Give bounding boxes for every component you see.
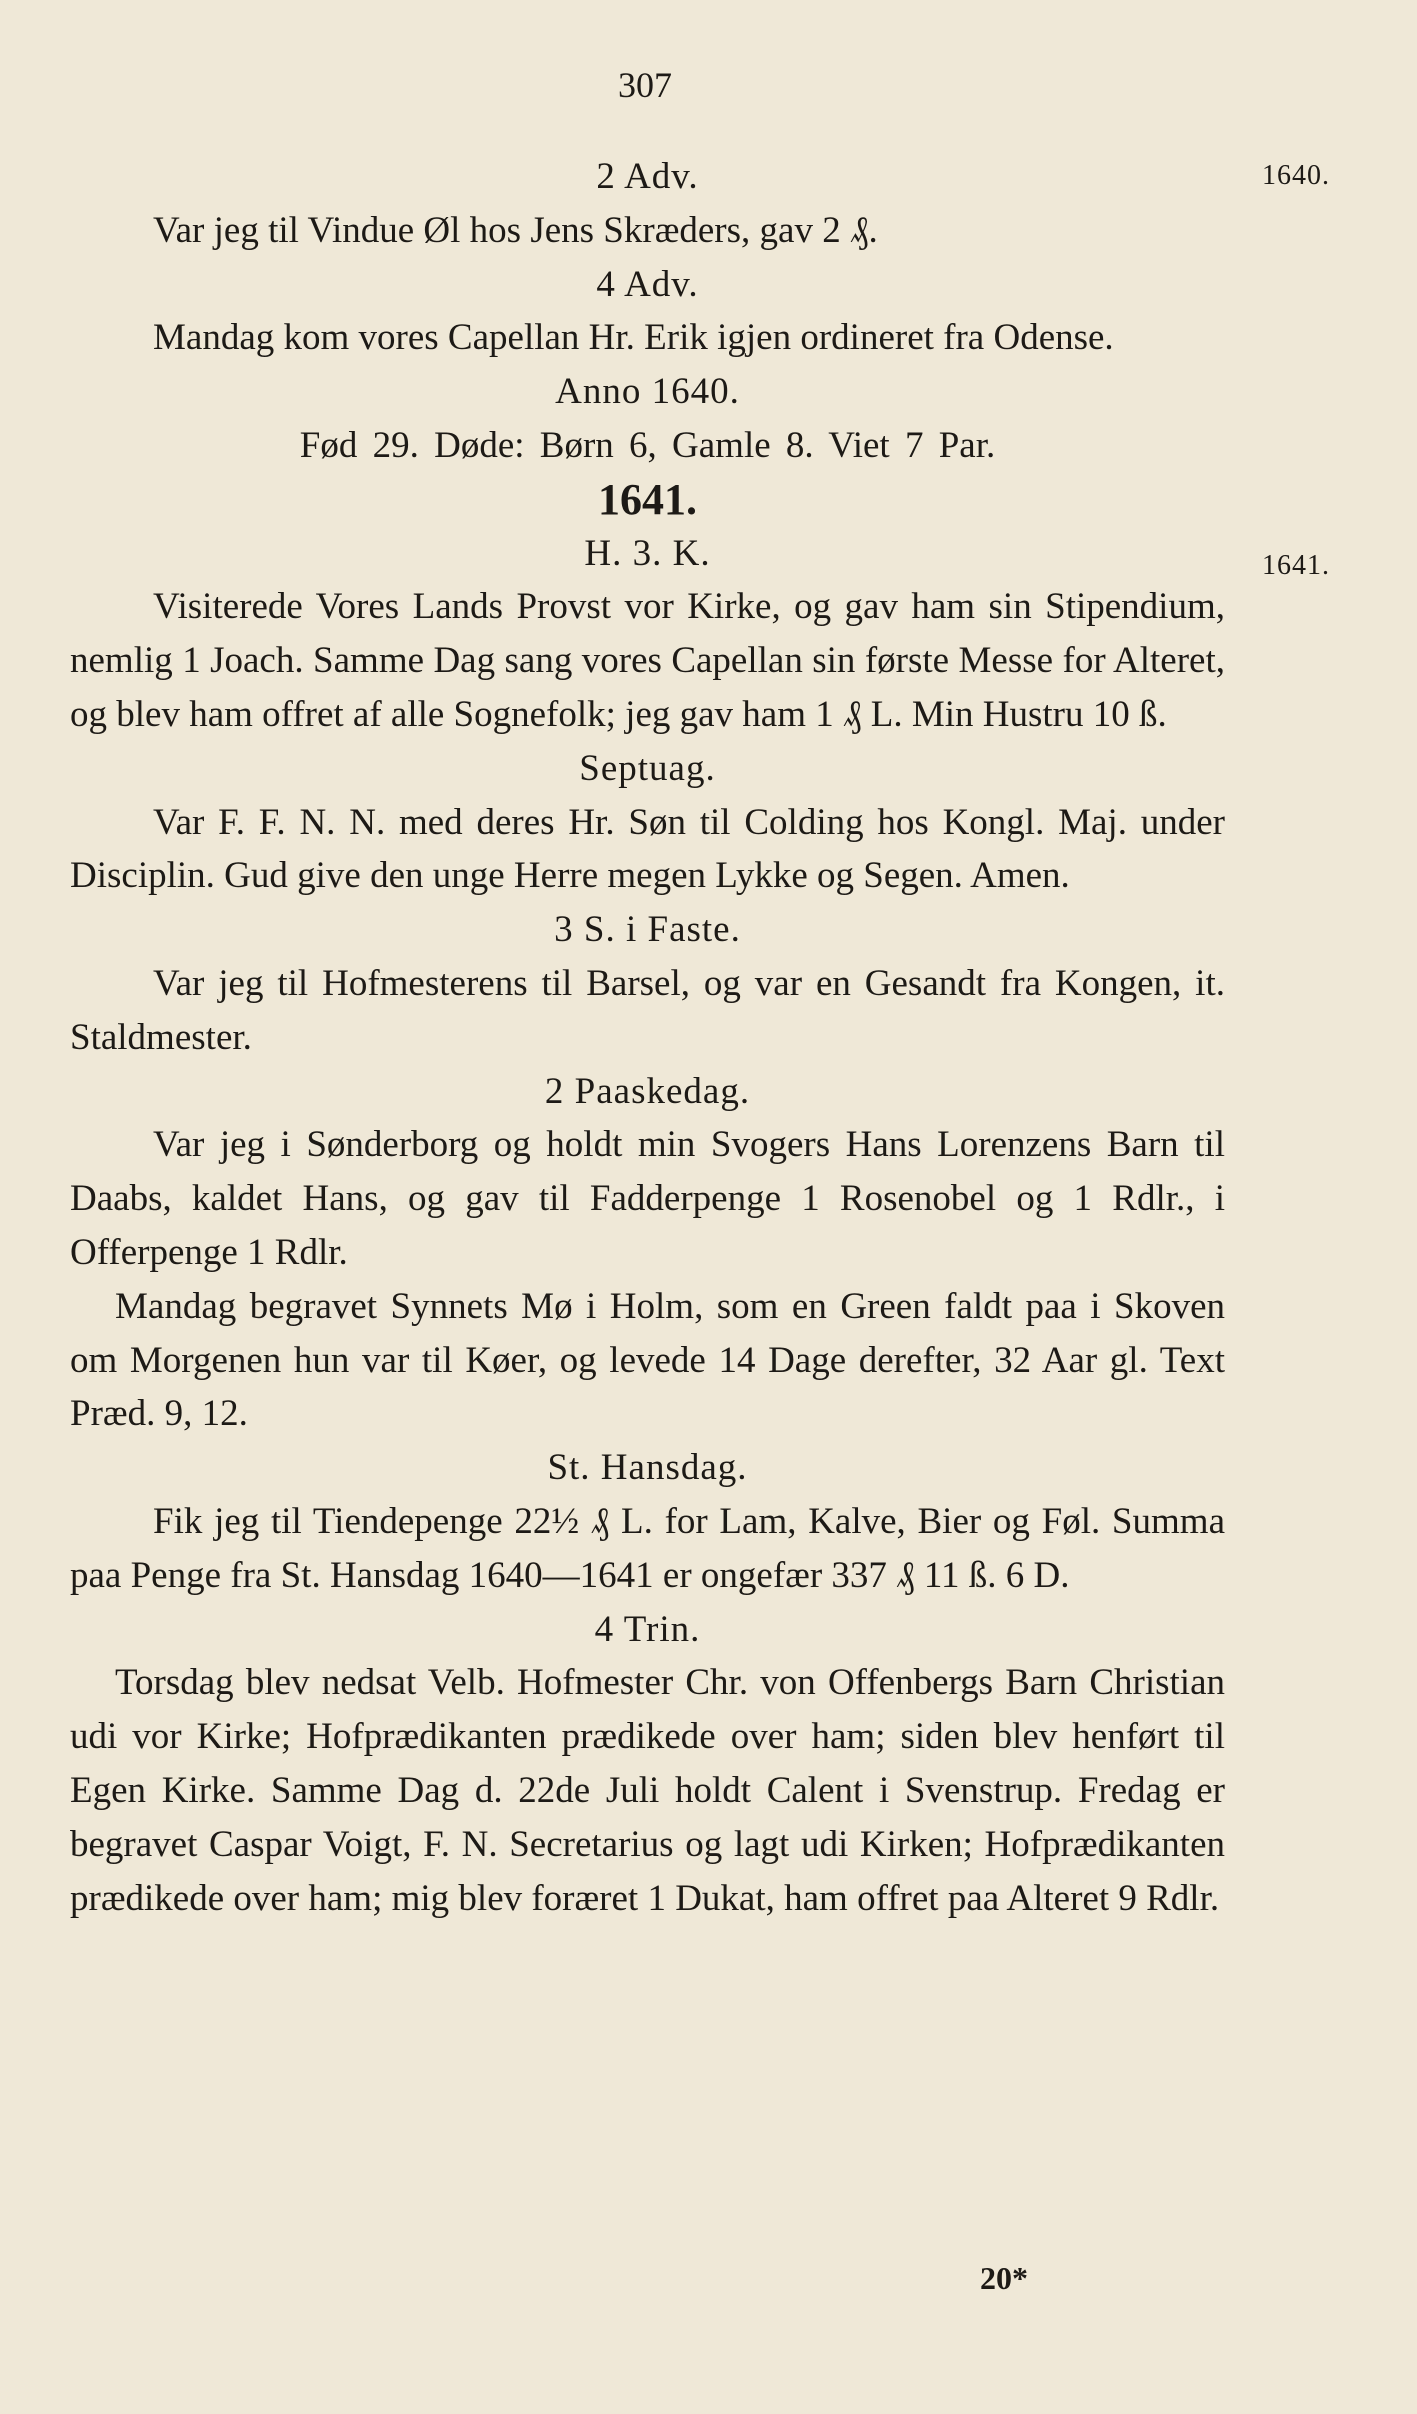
heading-anno-1640: Anno 1640. <box>555 371 740 413</box>
paragraph-sonderborg: Var jeg i Sønderborg og holdt min Svogers Hans Lorenzens Barn til Daabs, kaldet Hans, og gav til Fadderpenge 1 Rosenobel og 1 Rdlr., i Offerpenge 1 Rdlr. <box>70 1124 1225 1273</box>
paragraph-offenberg: Torsdag blev nedsat Velb. Hofmester Chr. von Offenbergs Barn Christian udi vor Kirke; Hofprædikanten prædikede over ham; siden blev henført til Egen Kirke. Samme Dag d. 22de Juli holdt Calent i Svenstrup. Fredag er begravet Caspar Voigt, F. N. Secretarius og lagt udi Kirken; Hofprædikanten prædikede over ham; mig blev foræret 1 Dukat, ham offret paa Alteret 9 Rdlr. <box>70 1662 1225 1919</box>
margin-year-1640: 1640. <box>1262 160 1330 191</box>
body-text <box>70 150 1225 1925</box>
heading-2-adv: 2 Adv. <box>596 156 699 197</box>
paragraph-colding: Var F. F. N. N. med deres Hr. Søn til Colding hos Kongl. Maj. under Disciplin. Gud give den unge Herre megen Lykke og Segen. Amen. <box>70 801 1225 897</box>
heading-2-paaskedag: 2 Paaskedag. <box>544 1070 751 1112</box>
paragraph-hofmesteren: Var jeg til Hofmesterens til Barsel, og var en Gesandt fra Kongen, it. Staldmester. <box>70 962 1225 1058</box>
heading-h3k: H. 3. K. <box>584 532 711 574</box>
paragraph-synnets-mo: Mandag begravet Synnets Mø i Holm, som en Green faldt paa i Skoven om Morgenen hun var til Køer, og levede 14 Dage derefter, 32 Aar gl. Text Præd. 9, 12. <box>70 1285 1225 1435</box>
heading-year-1641: 1641. <box>598 474 697 524</box>
paragraph-tiendepenge: Fik jeg til Tiendepenge 22½ ₰ L. for Lam, Kalve, Bier og Føl. Summa paa Penge fra St. Hansdag 1640—1641 er ongefær 337 ₰ 11 ß. 6 D. <box>70 1500 1225 1596</box>
heading-4-adv: 4 Adv. <box>596 263 699 305</box>
signature-mark: 20* <box>980 2260 1028 2296</box>
heading-st-hansdag: St. Hansdag. <box>547 1447 748 1489</box>
paragraph-visiterede: Visiterede Vores Lands Provst vor Kirke, og gav ham sin Stipendium, nemlig 1 Joach. Samme Dag sang vores Capellan sin første Messe for Alteret, og blev ham offret af alle Sognefolk; jeg gav ham 1 ₰ L. Min Hustru 10 ß. <box>70 586 1225 735</box>
paragraph-vindue-ol: Var jeg til Vindue Øl hos Jens Skræders, gav 2 ₰. <box>153 209 878 251</box>
heading-3s-faste: 3 S. i Faste. <box>554 909 741 951</box>
heading-septuag: Septuag. <box>579 747 716 789</box>
margin-year-1641: 1641. <box>1262 550 1330 581</box>
statistics-1640: Fød 29. Døde: Børn 6, Gamle 8. Viet 7 Par. <box>299 424 996 466</box>
page-number: 307 <box>618 65 672 105</box>
paragraph-capellan-erik: Mandag kom vores Capellan Hr. Erik igjen ordineret fra Odense. <box>153 317 1114 359</box>
heading-4-trin: 4 Trin. <box>594 1608 701 1650</box>
